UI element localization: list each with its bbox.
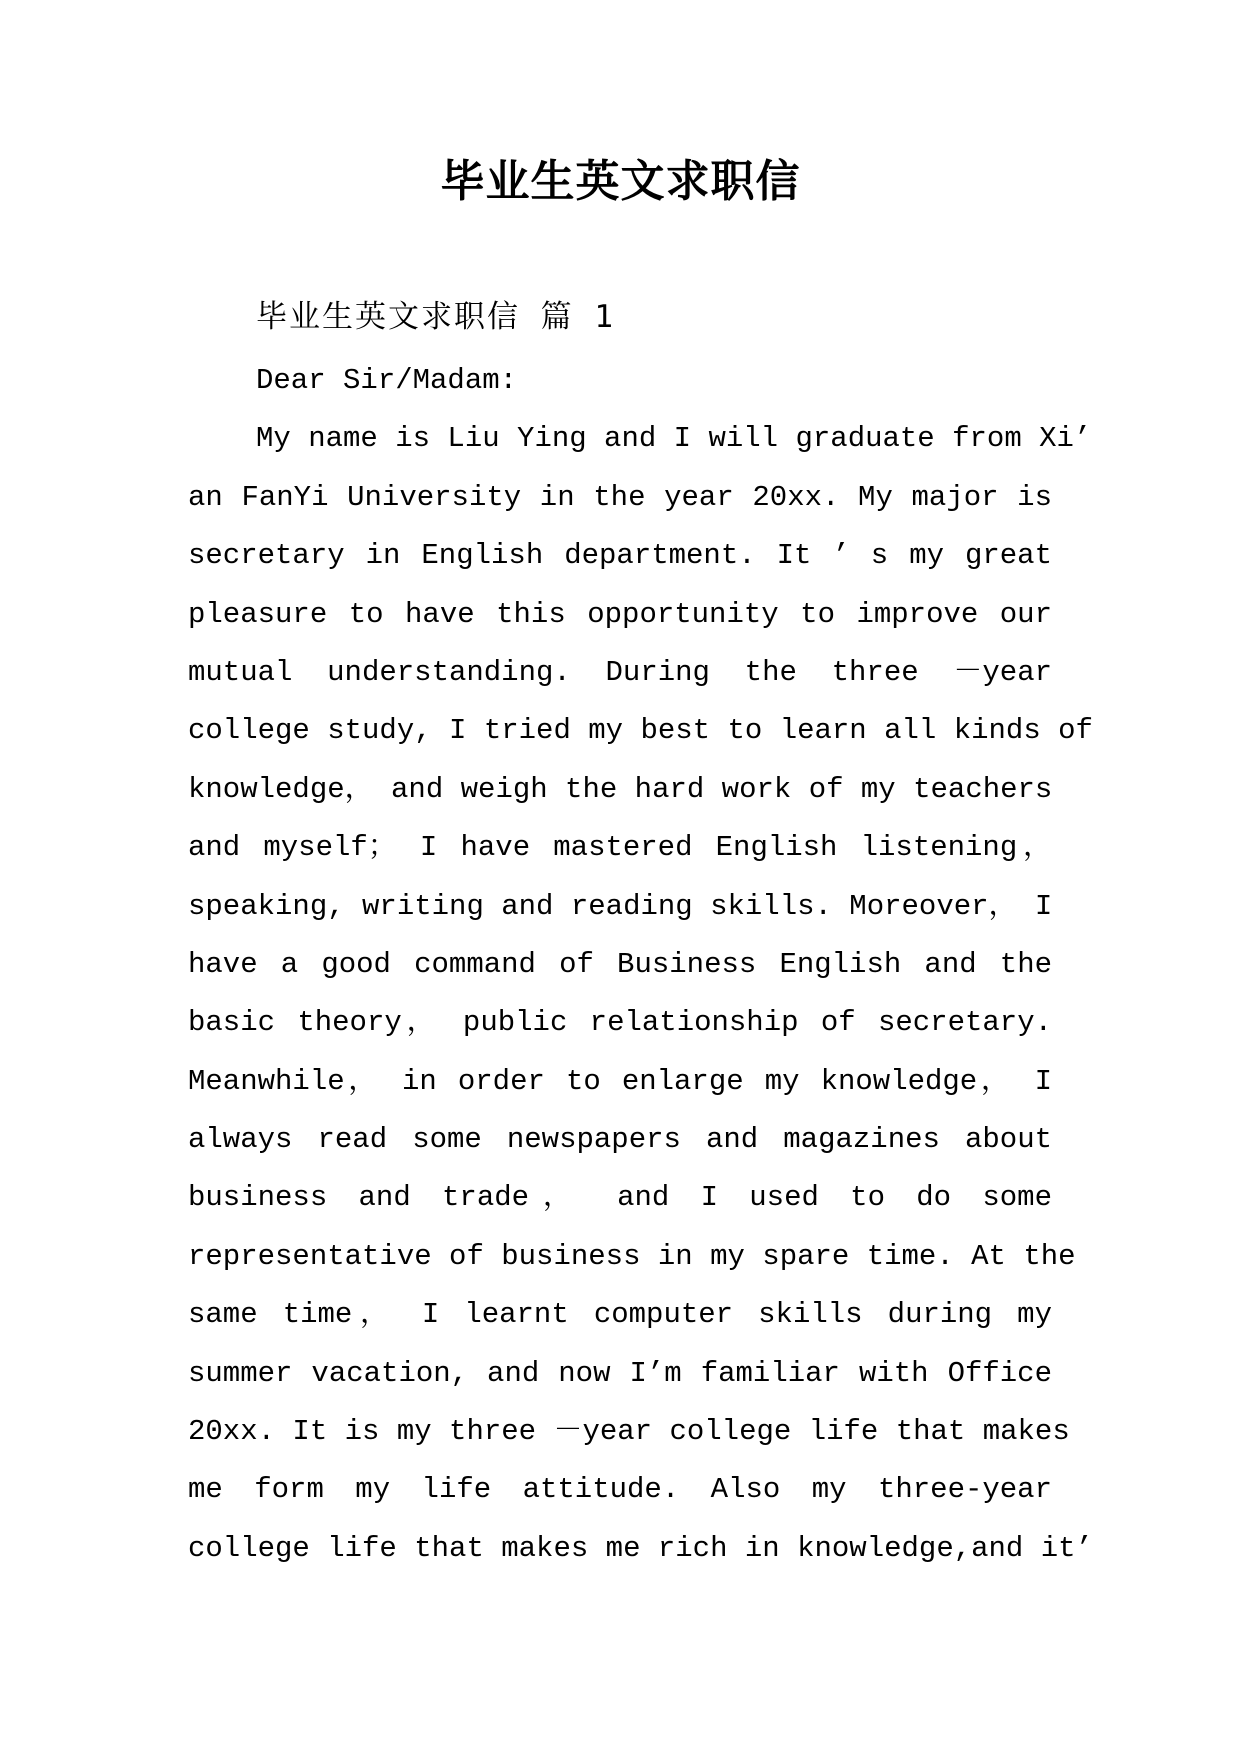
paragraph-line: business and trade， and I used to do some [188,1181,1052,1215]
paragraph-line: always read some newspapers and magazines about [188,1123,1052,1157]
paragraph-line: and myself； I have mastered English listening， [188,831,1052,865]
section-heading: 毕业生英文求职信 篇 1 [256,299,615,335]
salutation: Dear Sir/Madam: [256,364,518,397]
paragraph-line: basic theory， public relationship of secretary. [188,1006,1052,1040]
paragraph-line: My name is Liu Ying and I will graduate from Xi’ [256,422,1092,456]
paragraph-line: college study, I tried my best to learn all kinds of [188,714,1093,748]
paragraph-line: Meanwhile， in order to enlarge my knowledge， I [188,1064,1052,1098]
paragraph-line: summer vacation, and now I’m familiar with Office [188,1356,1052,1390]
letter-body [188,352,1093,1578]
paragraph-line: knowledge， and weigh the hard work of my teachers [188,772,1053,806]
paragraph-line: 20xx. It is my three －year college life that makes [188,1415,1070,1449]
paragraph-line: representative of business in my spare time. At the [188,1239,1076,1273]
paragraph-line: have a good command of Business English and the [188,947,1052,981]
paragraph-line: me form my life attitude. Also my three-year [188,1473,1052,1507]
paragraph-line: college life that makes me rich in knowledge,and it’ [188,1531,1093,1565]
paragraph-line: speaking, writing and reading skills. Moreover， I [188,889,1053,923]
paragraph-line: pleasure to have this opportunity to improve our [188,597,1052,631]
paragraph-line: same time， I learnt computer skills during my [188,1298,1052,1332]
paragraph-line: an FanYi University in the year 20xx. My major is [188,480,1052,514]
document-title: 毕业生英文求职信 [440,156,801,207]
paragraph-line: secretary in English department. It ’ s my great [188,539,1052,573]
paragraph-line: mutual understanding. During the three －year [188,655,1052,689]
